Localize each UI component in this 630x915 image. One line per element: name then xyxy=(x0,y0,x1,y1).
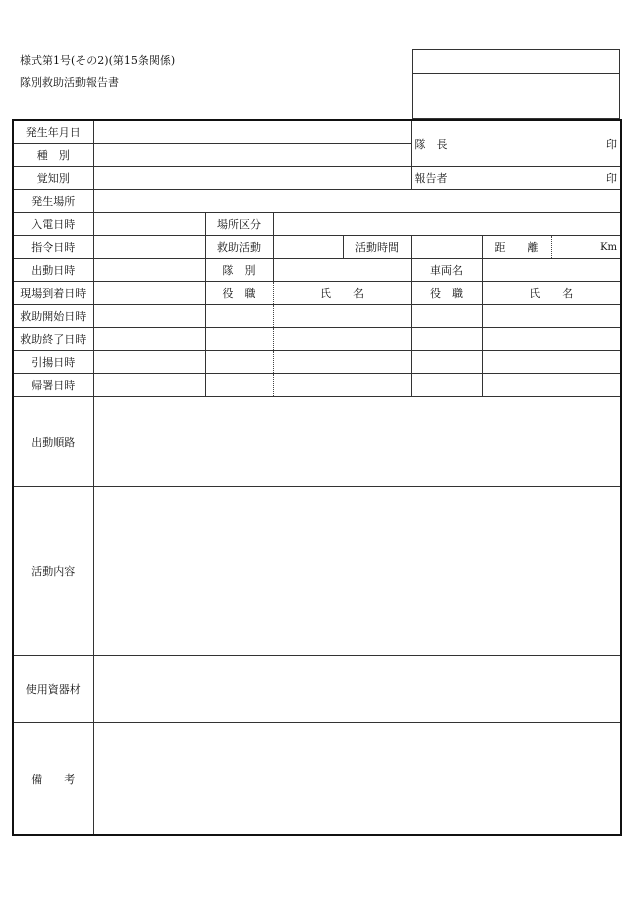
place-class-field[interactable] xyxy=(273,213,621,236)
crew-name-cell[interactable] xyxy=(273,374,411,397)
label-arrival-time: 現場到着日時 xyxy=(13,282,93,305)
crew-position-cell[interactable] xyxy=(205,374,273,397)
label-return-time: 帰署日時 xyxy=(13,374,93,397)
crew-position-cell[interactable] xyxy=(205,305,273,328)
crew-position-cell[interactable] xyxy=(205,351,273,374)
label-equipment: 使用資器材 xyxy=(13,656,93,723)
rescue-start-field[interactable] xyxy=(93,305,205,328)
label-occurrence-date: 発生年月日 xyxy=(13,120,93,144)
route-field[interactable] xyxy=(93,397,621,487)
label-location: 発生場所 xyxy=(13,190,93,213)
label-activity-time: 活動時間 xyxy=(343,236,411,259)
label-type: 種 別 xyxy=(13,144,93,167)
stamp-box-divider xyxy=(413,73,619,74)
reporter-seal: 印 xyxy=(606,172,618,185)
return-time-field[interactable] xyxy=(93,374,205,397)
reporter-cell[interactable] xyxy=(411,167,621,190)
arrival-time-field[interactable] xyxy=(93,282,205,305)
form-number: 様式第1号(その2)(第15条関係) xyxy=(20,54,176,67)
distance-field[interactable] xyxy=(551,236,621,259)
km-unit: Km xyxy=(600,241,618,253)
captain-label: 隊 長 xyxy=(414,137,448,151)
crew-name-cell[interactable] xyxy=(273,351,411,374)
crew-position-cell[interactable] xyxy=(411,328,482,351)
remarks-field[interactable] xyxy=(93,723,621,836)
crew-position-cell[interactable] xyxy=(411,351,482,374)
label-place-class: 場所区分 xyxy=(205,213,273,236)
header-position-1: 役 職 xyxy=(205,282,273,305)
activity-time-field[interactable] xyxy=(411,236,482,259)
recognition-field[interactable] xyxy=(93,167,411,190)
label-remarks: 備 考 xyxy=(13,723,93,836)
crew-name-cell[interactable] xyxy=(482,305,621,328)
activity-field[interactable] xyxy=(93,487,621,656)
crew-position-cell[interactable] xyxy=(411,305,482,328)
crew-position-cell[interactable] xyxy=(205,328,273,351)
header-name-1: 氏 名 xyxy=(273,282,411,305)
label-recognition: 覚知別 xyxy=(13,167,93,190)
label-command-time: 指令日時 xyxy=(13,236,93,259)
crew-name-cell[interactable] xyxy=(273,328,411,351)
label-activity: 活動内容 xyxy=(13,487,93,656)
header-name-2: 氏 名 xyxy=(482,282,621,305)
reporter-label: 報告者 xyxy=(414,172,448,185)
withdraw-time-field[interactable] xyxy=(93,351,205,374)
label-distance: 距 離 xyxy=(482,236,551,259)
form-title: 隊別救助活動報告書 xyxy=(20,76,119,89)
label-route: 出動順路 xyxy=(13,397,93,487)
label-call-time: 入電日時 xyxy=(13,213,93,236)
captain-cell[interactable] xyxy=(411,120,621,167)
label-dispatch-time: 出動日時 xyxy=(13,259,93,282)
label-withdraw-time: 引揚日時 xyxy=(13,351,93,374)
crew-name-cell[interactable] xyxy=(482,374,621,397)
label-rescue-activity: 救助活動 xyxy=(205,236,273,259)
vehicle-name-field[interactable] xyxy=(482,259,621,282)
label-vehicle-name: 車両名 xyxy=(411,259,482,282)
type-field[interactable] xyxy=(93,144,411,167)
crew-name-cell[interactable] xyxy=(273,305,411,328)
dispatch-time-field[interactable] xyxy=(93,259,205,282)
captain-seal: 印 xyxy=(606,137,618,151)
label-rescue-start: 救助開始日時 xyxy=(13,305,93,328)
occurrence-date-field[interactable] xyxy=(93,120,411,144)
stamp-box xyxy=(412,49,620,119)
call-time-field[interactable] xyxy=(93,213,205,236)
command-time-field[interactable] xyxy=(93,236,205,259)
report-form xyxy=(12,119,622,836)
crew-position-cell[interactable] xyxy=(411,374,482,397)
label-unit: 隊 別 xyxy=(205,259,273,282)
crew-name-cell[interactable] xyxy=(482,328,621,351)
rescue-end-field[interactable] xyxy=(93,328,205,351)
crew-name-cell[interactable] xyxy=(482,351,621,374)
unit-field[interactable] xyxy=(273,259,411,282)
label-rescue-end: 救助終了日時 xyxy=(13,328,93,351)
header-position-2: 役 職 xyxy=(411,282,482,305)
equipment-field[interactable] xyxy=(93,656,621,723)
rescue-activity-field[interactable] xyxy=(273,236,343,259)
location-field[interactable] xyxy=(93,190,621,213)
